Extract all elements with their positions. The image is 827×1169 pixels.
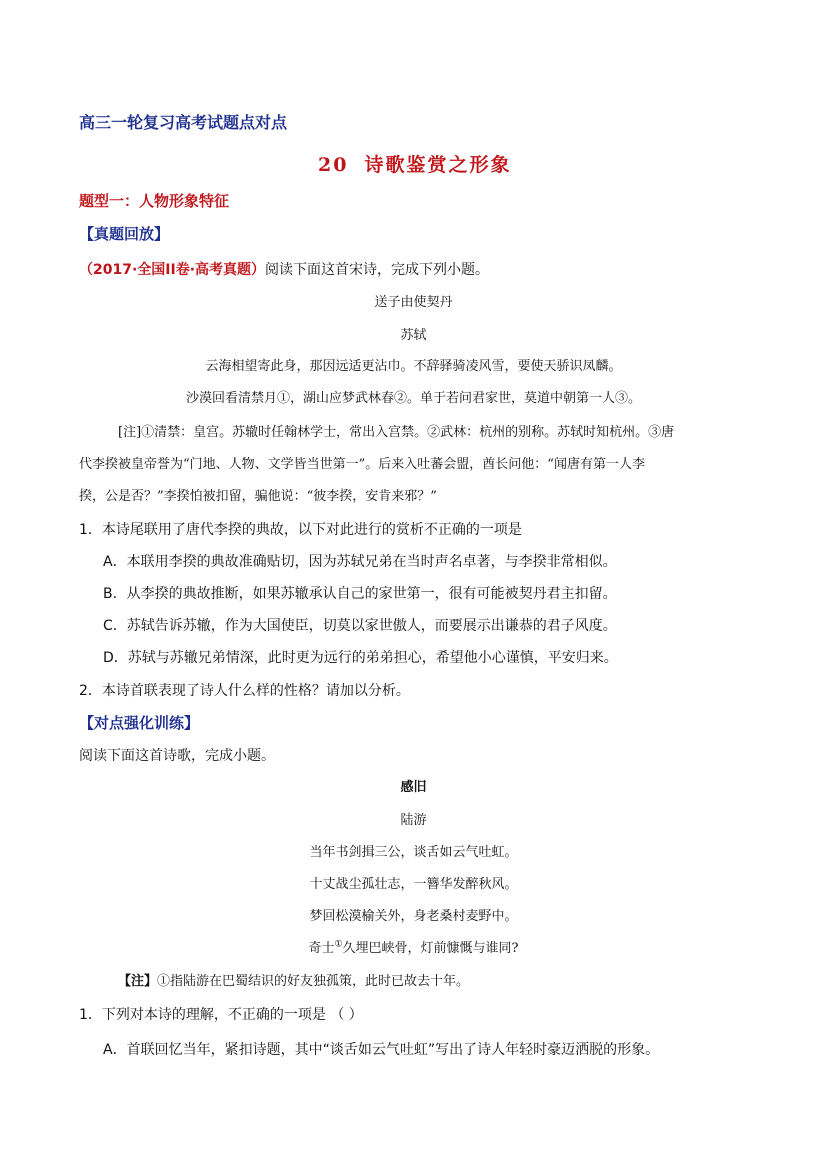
answer-option-d: D．苏轼与苏辙兄弟情深，此时更为远行的弟弟担心，希望他小心谨慎，平安归来。: [103, 650, 618, 666]
question-stem: 1．本诗尾联用了唐代李揆的典故，以下对此进行的赏析不正确的一项是: [79, 522, 522, 538]
poem-title: 送子由使契丹: [374, 295, 453, 310]
answer-option-b: B．从李揆的典故推断，如果苏辙承认自己的家世第一，很有可能被契丹君主扣留。: [103, 586, 617, 602]
poem-author: 苏轼: [400, 328, 427, 343]
chapter-number: 20: [318, 154, 349, 176]
footnote-marker: ①: [334, 939, 343, 950]
answer-option-a: A．首联回忆当年，紧扣诗题，其中“谈舌如云气吐虹”写出了诗人年轻时豪迈洒脱的形象。: [103, 1042, 660, 1058]
chapter-name: 诗歌鉴赏之形象: [364, 154, 512, 176]
note-label: 【注】: [118, 974, 158, 989]
exam-source: （2017·全国II卷·高考真题）: [79, 262, 266, 278]
question-type-heading: 题型一：人物形象特征: [79, 192, 230, 210]
training-instruction: 阅读下面这首诗歌，完成小题。: [79, 748, 275, 764]
exam-instruction: [79, 260, 489, 280]
section-heading-real-exam: 【真题回放】: [79, 225, 170, 243]
instruction-text: 阅读下面这首宋诗，完成下列小题。: [265, 262, 490, 278]
answer-option-a: A．本联用李揆的典故准确贴切，因为苏轼兄弟在当时声名卓著，与李揆非常相似。: [103, 554, 617, 570]
poem-title: 感旧: [400, 780, 427, 795]
poem-line: 奇士①久埋巴峡骨，灯前慷慨与谁同?: [308, 939, 519, 956]
poem-note-line: 代李揆被皇帝誉为“门地、人物、文学皆当世第一”。后来入吐蕃会盟，酋长问他：“闻唐有第一人李: [79, 457, 645, 472]
poem-note: [118, 972, 469, 992]
poem-note-line: 揆，公是否？”李揆怕被扣留，骗他说：“彼李揆，安肯来邪？”: [79, 489, 437, 504]
poem-note-line: [注]①清禁：皇宫。苏辙时任翰林学士，常出入宫禁。②武林：杭州的别称。苏轼时知杭州。③唐: [118, 425, 675, 440]
question-stem: 2．本诗首联表现了诗人什么样的性格？请加以分析。: [79, 683, 410, 699]
chapter-title: [318, 155, 511, 175]
note-text: ①指陆游在巴蜀结识的好友独孤策，此时已故去十年。: [157, 974, 470, 989]
poem-line: 当年书剑揖三公，谈舌如云气吐虹。: [309, 845, 518, 860]
poem-line: 沙漠回看清禁月①，湖山应梦武林春②。单于若问君家世，莫道中朝第一人③。: [185, 391, 641, 406]
poem-line: 云海相望寄此身，那因远适更沾巾。不辞驿骑凌风雪，要使天骄识凤麟。: [205, 359, 622, 374]
question-stem: 1．下列对本诗的理解，不正确的一项是 （ ）: [79, 1007, 363, 1023]
series-title: 高三一轮复习高考试题点对点: [79, 113, 288, 132]
poem-line: 十丈战尘孤壮志，一簪华发醉秋风。: [309, 877, 518, 892]
section-heading-training: 【对点强化训练】: [79, 714, 200, 732]
poem-line: 梦回松漠榆关外，身老桑村麦野中。: [309, 909, 518, 924]
poem-author: 陆游: [400, 813, 427, 828]
answer-option-c: C．苏轼告诉苏辙，作为大国使臣，切莫以家世傲人，而要展示出谦恭的君子风度。: [103, 618, 617, 634]
